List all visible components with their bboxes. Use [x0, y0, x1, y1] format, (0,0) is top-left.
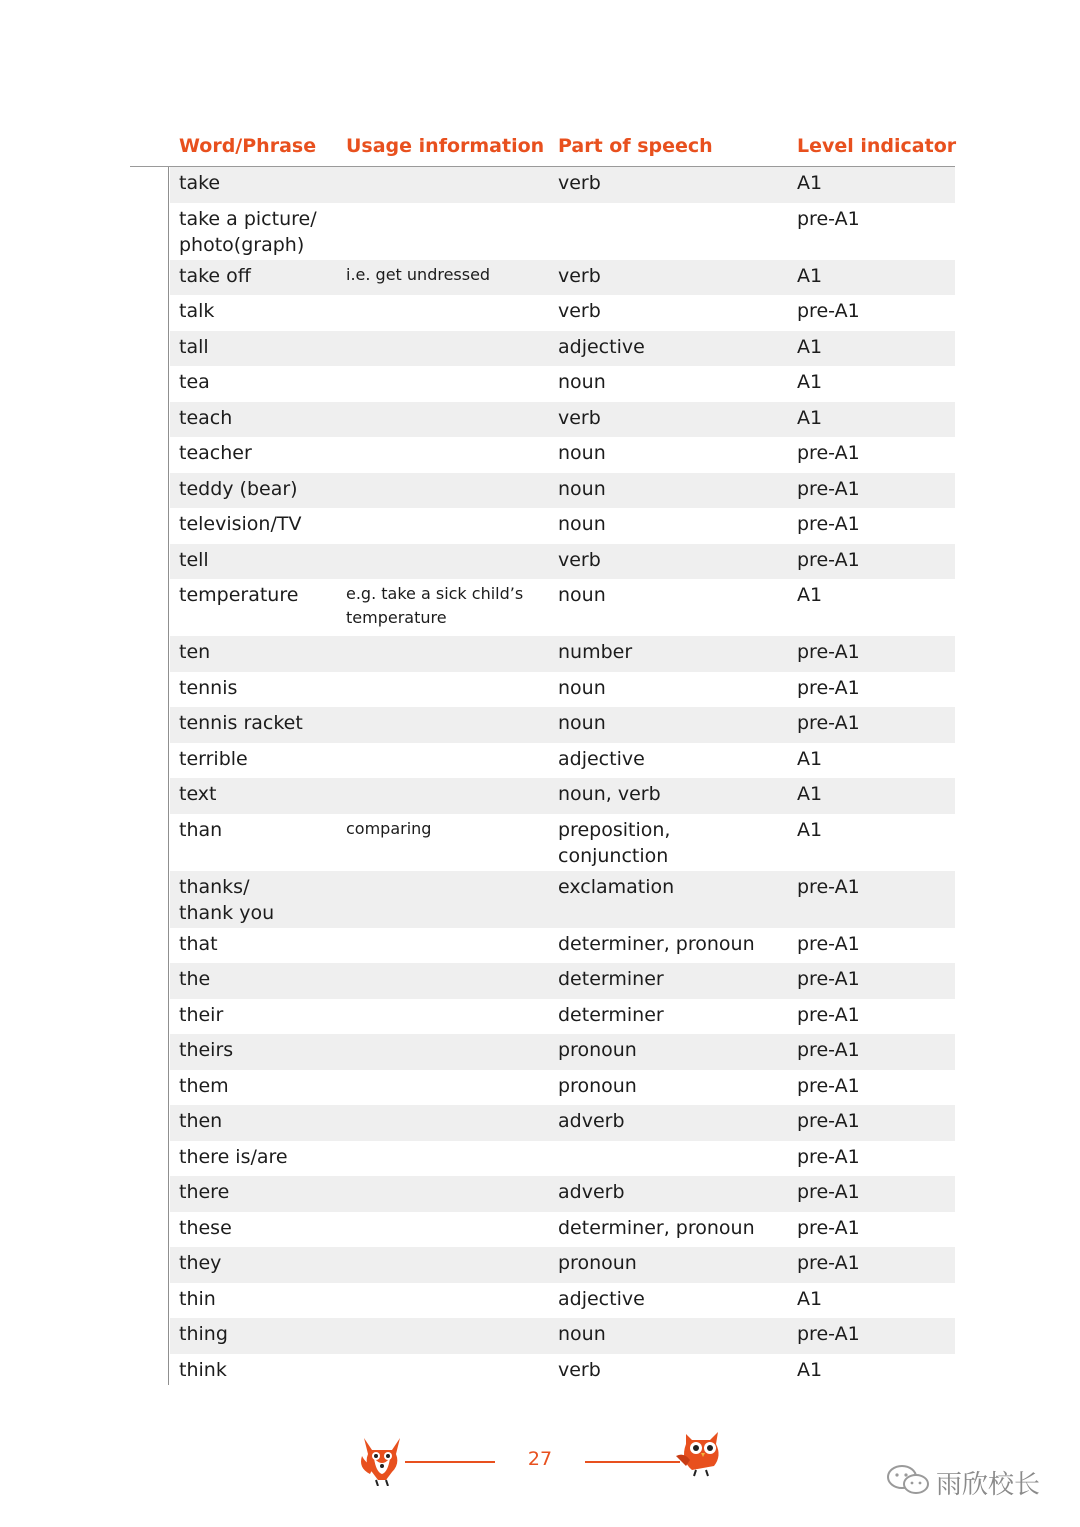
level-cell: pre-A1: [797, 207, 860, 230]
table-row: [170, 508, 955, 544]
word-cell: tennis: [179, 676, 238, 699]
usage-cell: i.e. get undressed: [346, 264, 491, 284]
part-of-speech-cell: verb: [558, 264, 601, 287]
level-cell: pre-A1: [797, 1216, 860, 1239]
table-left-rule: [168, 167, 169, 1385]
page-number: 27: [527, 1448, 553, 1470]
table-row: [170, 203, 955, 260]
wechat-icon: [886, 1464, 932, 1496]
word-cell: talk: [179, 300, 215, 322]
part-of-speech-cell: exclamation: [558, 875, 675, 898]
part-of-speech-cell: noun: [558, 712, 606, 734]
fox-icon: [356, 1428, 408, 1486]
level-cell: pre-A1: [797, 477, 860, 500]
level-cell: pre-A1: [797, 641, 860, 663]
part-of-speech-cell: noun, verb: [558, 783, 661, 805]
level-cell: pre-A1: [797, 442, 860, 464]
word-cell: text: [179, 783, 217, 805]
table-row: [170, 999, 955, 1035]
part-of-speech-cell: noun: [558, 584, 606, 606]
header-usage: Usage information: [346, 135, 545, 157]
header-word: Word/Phrase: [179, 135, 317, 157]
table-row: [170, 1141, 955, 1177]
part-of-speech-cell: adverb: [558, 1181, 625, 1203]
level-cell: pre-A1: [797, 676, 860, 699]
level-cell: pre-A1: [797, 1074, 860, 1097]
level-cell: A1: [797, 818, 823, 841]
level-cell: pre-A1: [797, 1181, 860, 1203]
word-cell: tell: [179, 548, 209, 571]
level-cell: pre-A1: [797, 968, 860, 990]
part-of-speech-cell: determiner: [558, 968, 664, 990]
level-cell: A1: [797, 1358, 823, 1381]
level-cell: pre-A1: [797, 1003, 860, 1026]
table-row: [170, 1212, 955, 1248]
word-cell: ten: [179, 641, 211, 663]
part-of-speech-cell: pronoun: [558, 1039, 637, 1061]
table-row: [170, 707, 955, 743]
part-of-speech-cell: noun: [558, 513, 606, 535]
watermark-text: 雨欣校长: [936, 1470, 1041, 1500]
part-of-speech-cell: number: [558, 641, 633, 663]
part-of-speech-cell: adjective: [558, 335, 645, 358]
part-of-speech-cell: verb: [558, 300, 601, 322]
word-cell: take off: [179, 264, 251, 287]
part-of-speech-cell: determiner, pronoun: [558, 932, 755, 955]
table-row: [170, 1283, 955, 1319]
level-cell: A1: [797, 335, 823, 358]
word-cell: than: [179, 818, 223, 841]
table-row: [170, 778, 955, 814]
word-cell: teddy (bear): [179, 477, 298, 500]
word-cell: them: [179, 1074, 229, 1097]
table-row: [170, 636, 955, 672]
part-of-speech-cell: verb: [558, 172, 601, 194]
word-cell: teach: [179, 406, 233, 429]
header-part-of-speech: Part of speech: [558, 135, 713, 157]
table-row: [170, 1247, 955, 1283]
level-cell: pre-A1: [797, 1110, 860, 1132]
part-of-speech-cell: verb: [558, 406, 601, 429]
part-of-speech-cell: adverb: [558, 1110, 625, 1132]
word-cell: thing: [179, 1323, 228, 1345]
word-cell: they: [179, 1252, 222, 1274]
part-of-speech-cell: noun: [558, 1323, 606, 1345]
part-of-speech-cell: noun: [558, 477, 606, 500]
watermark: [886, 1462, 1056, 1498]
part-of-speech-cell: noun: [558, 676, 606, 699]
table-body: [170, 167, 955, 1389]
level-cell: pre-A1: [797, 875, 860, 898]
word-cell: tea: [179, 371, 210, 393]
level-cell: A1: [797, 584, 823, 606]
level-cell: A1: [797, 172, 823, 194]
table-row: [170, 544, 955, 580]
word-cell: temperature: [179, 584, 299, 606]
part-of-speech-cell: preposition, conjunction: [558, 818, 671, 867]
table-row: [170, 260, 955, 296]
word-cell: take a picture/ photo(graph): [179, 207, 317, 256]
level-cell: A1: [797, 406, 823, 429]
part-of-speech-cell: determiner, pronoun: [558, 1216, 755, 1239]
table-row: [170, 928, 955, 964]
level-cell: A1: [797, 264, 823, 287]
part-of-speech-cell: verb: [558, 1358, 601, 1381]
table-row: [170, 672, 955, 708]
word-cell: think: [179, 1358, 227, 1381]
level-cell: pre-A1: [797, 1252, 860, 1274]
level-cell: pre-A1: [797, 1039, 860, 1061]
word-cell: teacher: [179, 442, 252, 464]
word-cell: there: [179, 1181, 230, 1203]
table-row: [170, 871, 955, 928]
footer-line-right: [585, 1461, 680, 1463]
part-of-speech-cell: determiner: [558, 1003, 664, 1026]
word-cell: thin: [179, 1287, 216, 1310]
part-of-speech-cell: verb: [558, 548, 601, 571]
table-row: [170, 331, 955, 367]
table-row: [170, 1354, 955, 1390]
part-of-speech-cell: adjective: [558, 1287, 645, 1310]
table-row: [170, 1105, 955, 1141]
word-cell: these: [179, 1216, 232, 1239]
level-cell: pre-A1: [797, 1323, 860, 1345]
table-row: [170, 473, 955, 509]
table-row: [170, 1034, 955, 1070]
header-level: Level indicator: [797, 135, 957, 157]
word-cell: that: [179, 932, 218, 955]
table-row: [170, 402, 955, 438]
part-of-speech-cell: noun: [558, 442, 606, 464]
table-row: [170, 1070, 955, 1106]
table-row: [170, 167, 955, 203]
table-row: [170, 579, 955, 636]
level-cell: A1: [797, 783, 823, 805]
level-cell: A1: [797, 1287, 823, 1310]
part-of-speech-cell: adjective: [558, 747, 645, 770]
table-row: [170, 1318, 955, 1354]
level-cell: pre-A1: [797, 712, 860, 734]
table-header: [130, 130, 955, 167]
usage-cell: e.g. take a sick child’s temperature: [346, 584, 524, 627]
table-row: [170, 295, 955, 331]
table-row: [170, 963, 955, 999]
footer-line-left: [405, 1461, 495, 1463]
word-cell: theirs: [179, 1039, 234, 1061]
word-cell: the: [179, 968, 211, 990]
table-row: [170, 1176, 955, 1212]
word-cell: television/TV: [179, 513, 302, 535]
part-of-speech-cell: pronoun: [558, 1252, 637, 1274]
level-cell: pre-A1: [797, 300, 860, 322]
word-cell: there is/are: [179, 1145, 288, 1168]
table-row: [170, 814, 955, 871]
level-cell: pre-A1: [797, 513, 860, 535]
word-cell: thanks/ thank you: [179, 875, 275, 924]
word-cell: tennis racket: [179, 712, 303, 734]
table-row: [170, 437, 955, 473]
part-of-speech-cell: noun: [558, 371, 606, 393]
owl-icon: [672, 1426, 730, 1478]
word-cell: tall: [179, 335, 209, 358]
level-cell: pre-A1: [797, 548, 860, 571]
level-cell: A1: [797, 371, 823, 393]
word-cell: take: [179, 172, 221, 194]
word-cell: their: [179, 1003, 224, 1026]
table-row: [170, 366, 955, 402]
word-cell: then: [179, 1110, 223, 1132]
level-cell: A1: [797, 747, 823, 770]
usage-cell: comparing: [346, 818, 432, 838]
level-cell: pre-A1: [797, 1145, 860, 1168]
table-row: [170, 743, 955, 779]
part-of-speech-cell: pronoun: [558, 1074, 637, 1097]
word-cell: terrible: [179, 747, 248, 770]
level-cell: pre-A1: [797, 932, 860, 955]
